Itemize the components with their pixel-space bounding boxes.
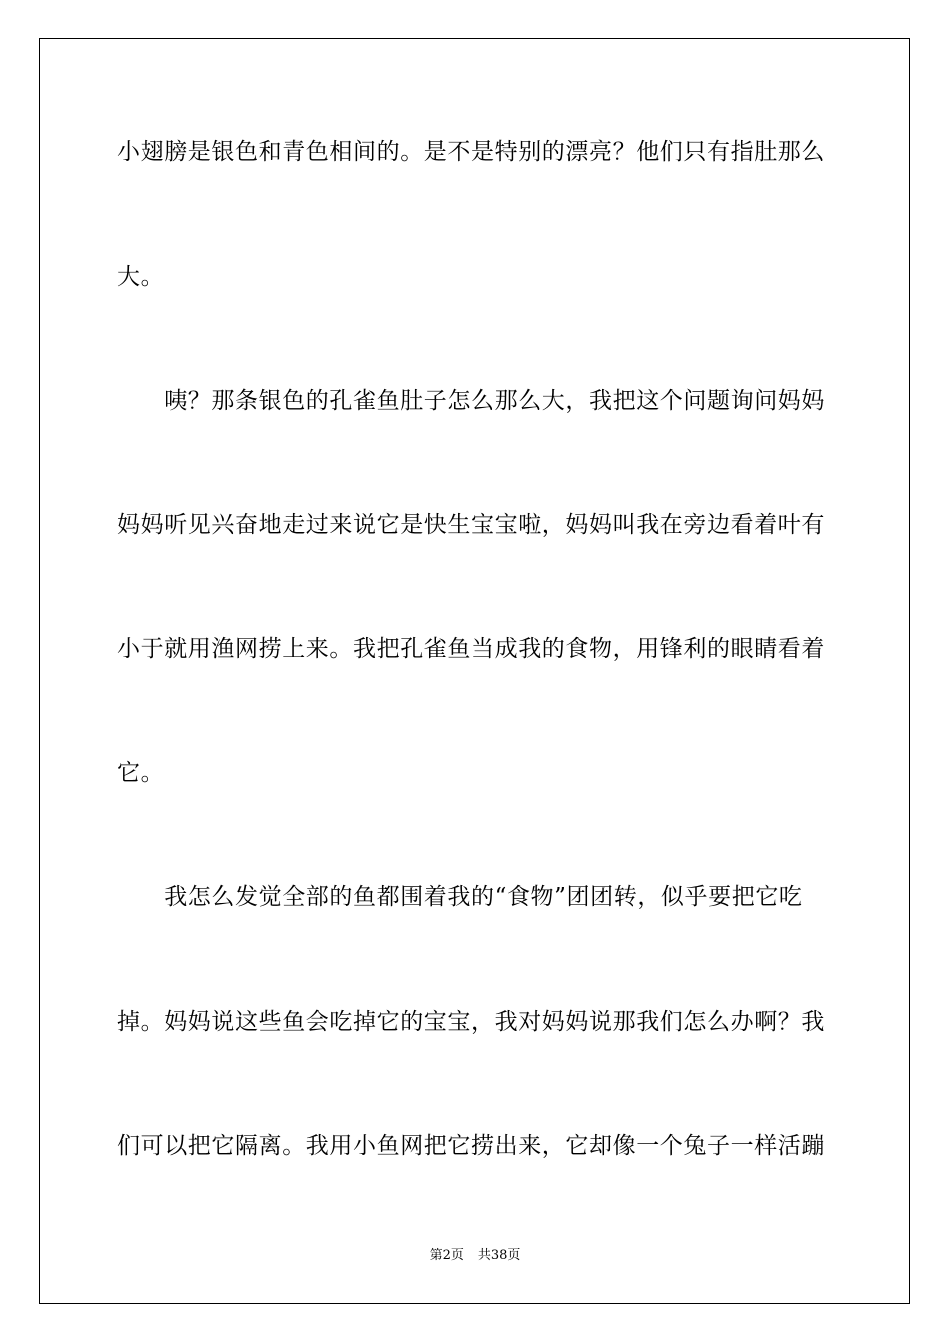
- page-total: 共38页: [477, 1248, 521, 1263]
- text-line: 大。: [117, 264, 165, 290]
- text-line: 咦？那条银色的孔雀鱼肚子怎么那么大，我把这个问题询问妈妈: [117, 388, 825, 414]
- text-line: 我怎么发觉全部的鱼都围着我的“食物”团团转，似乎要把它吃: [117, 884, 803, 910]
- page-number: 第2页: [429, 1248, 464, 1263]
- page-footer: [0, 1247, 950, 1265]
- text-line: 小翅膀是银色和青色相间的。是不是特别的漂亮？他们只有指肚那么: [117, 139, 825, 165]
- text-line: 妈妈听见兴奋地走过来说它是快生宝宝啦，妈妈叫我在旁边看着叶有: [117, 512, 825, 538]
- page-border: [39, 38, 910, 1304]
- text-line: 们可以把它隔离。我用小鱼网把它捞出来，它却像一个兔子一样活蹦: [117, 1133, 825, 1159]
- text-line: 掉。妈妈说这些鱼会吃掉它的宝宝，我对妈妈说那我们怎么办啊？我: [117, 1009, 825, 1035]
- text-line: 它。: [117, 760, 165, 786]
- text-line: 小于就用渔网捞上来。我把孔雀鱼当成我的食物，用锋利的眼睛看着: [117, 636, 825, 662]
